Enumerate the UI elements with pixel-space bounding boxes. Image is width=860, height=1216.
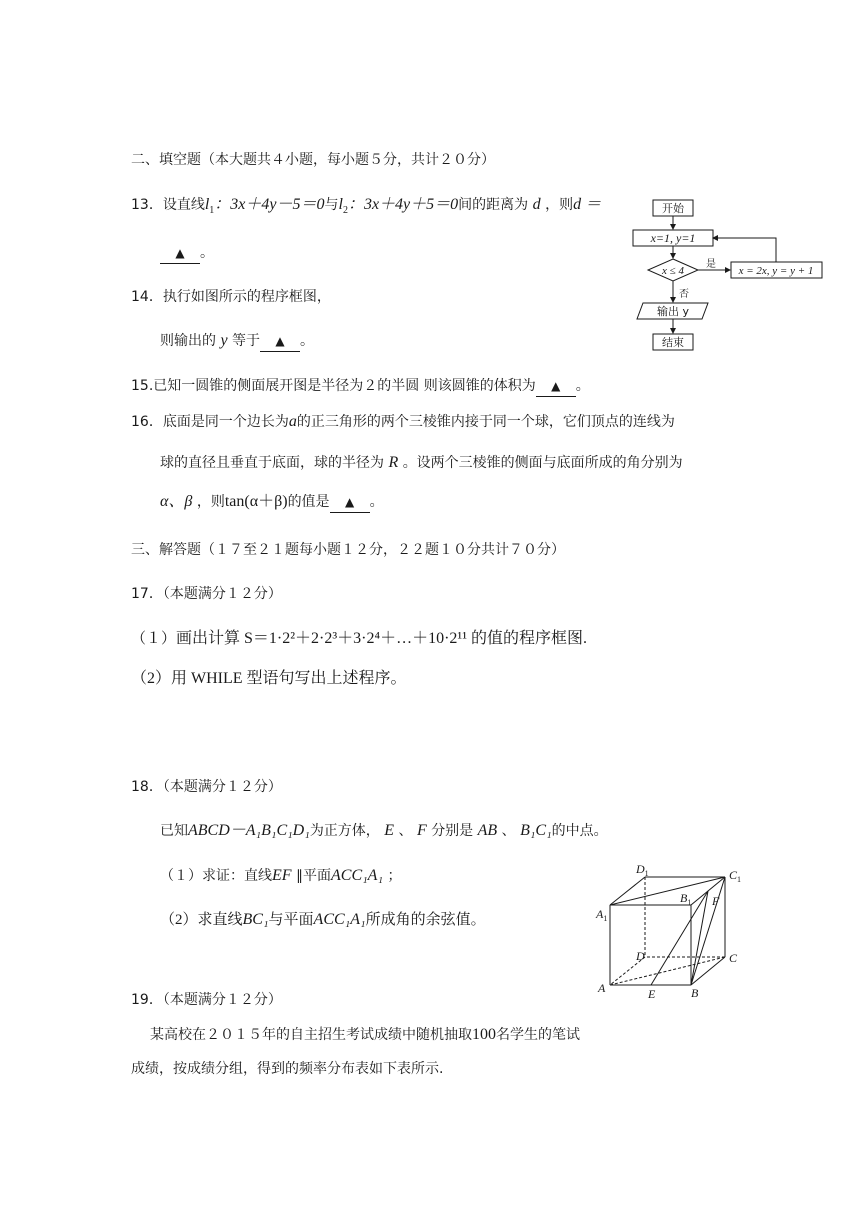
q18-part1	[160, 866, 401, 886]
q16-tan: tan(α＋β)	[224, 493, 288, 510]
q16-line2-pre: 球的直径且垂直于底面，球的半径为	[160, 455, 384, 471]
q14-pre: 则输出的	[160, 333, 216, 349]
q14-var: y	[220, 332, 228, 349]
q17-part1	[131, 628, 587, 649]
cube-label-C1: $C_1$	[729, 868, 742, 884]
section-2-heading: 二、填空题（本大题共４小题，每小题５分，共计２０分）	[131, 152, 495, 168]
question-16-line1	[131, 412, 675, 432]
q16-R: R	[388, 454, 399, 471]
q19-title: 19．（本题满分１２分）	[131, 992, 282, 1008]
cube-label-D: D	[636, 949, 645, 963]
q17-title: 17．（本题满分１２分）	[131, 586, 282, 602]
q18-sep2: 、	[501, 823, 516, 839]
q15-blank: ▲	[536, 376, 576, 397]
q18-AB: AB	[477, 822, 498, 839]
q19-n: 100	[472, 1026, 496, 1043]
q13-period: 。	[200, 245, 214, 261]
q19-line1-pre: 某高校在２０１５年的自主招生考试成绩中随机抽取	[150, 1027, 472, 1043]
cube-figure	[595, 860, 755, 1000]
flow-init-label: x=1, y=1	[650, 231, 696, 245]
q16-period: 。	[369, 494, 384, 510]
q13-conn1: 与	[324, 197, 339, 213]
q18-given-post: 的中点。	[551, 823, 608, 839]
q18-p2-mid: 与平面	[268, 912, 314, 928]
cube-label-B: B	[691, 986, 699, 1000]
q18-B1C1: B₁C₁	[520, 822, 552, 839]
flowchart-figure	[630, 195, 830, 355]
q18-part2	[160, 910, 486, 930]
q16-is: 的值是	[287, 494, 330, 510]
q14-period: 。	[300, 333, 315, 349]
q16-line1-post: 的正三角形的两个三棱锥内接于同一个球，它们顶点的连线为	[296, 414, 675, 430]
q13-conn2: 间的距离为	[458, 197, 529, 213]
q16-alpha-beta: α、β	[160, 493, 193, 510]
q18-p1-pre: （１）求证：直线	[160, 868, 272, 884]
q18-p2-pre: （2）求直线	[160, 912, 243, 928]
q15-text: 15.已知一圆锥的侧面展开图是半径为２的半圆 则该圆锥的体积为	[131, 378, 536, 394]
q13-l1: l	[204, 196, 210, 213]
q16-line1-pre: 16．底面是同一个边长为	[131, 414, 289, 430]
q17-p1-text: 画出计算 S＝1·2²＋2·2³＋3·2⁴＋…＋10·2¹¹ 的值的程序框图.	[176, 630, 587, 647]
q13-d: d	[532, 196, 541, 213]
q13-l2: l	[338, 196, 343, 213]
q15-period: 。	[575, 378, 590, 394]
q13-l1-eq: ：3x＋4y－5＝0	[214, 196, 325, 213]
q13-l2-sub: 2	[342, 204, 348, 216]
q13-d-eq: d ＝	[573, 196, 602, 213]
flow-update-label: x = 2x, y = y + 1	[738, 265, 814, 277]
flow-output-label: 输出 y	[656, 305, 690, 318]
q18-title: 18．（本题满分１２分）	[131, 779, 282, 795]
section-3-heading: 三、解答题（１７至２１题每小题１２分，２２题１０分共计７０分）	[131, 542, 565, 558]
flow-yes-label: 是	[706, 259, 716, 270]
q18-p2-post: 所成角的余弦值。	[365, 912, 486, 928]
q18-EF: EF	[272, 867, 292, 884]
q16-then: ，则	[196, 494, 225, 510]
q18-E: E	[384, 822, 395, 839]
cube-label-B1: $B_1$	[680, 891, 692, 907]
question-16-line3	[160, 492, 384, 513]
cube-label-A1: $A_1$	[596, 907, 608, 923]
q18-cube: ABCD－A₁B₁C₁D₁	[188, 822, 310, 839]
q14-blank: ▲	[260, 331, 300, 352]
cube-label-D1: $D_1$	[636, 862, 649, 878]
q13-answer	[160, 243, 214, 264]
q19-line1	[150, 1025, 580, 1045]
question-14-line2	[160, 331, 314, 352]
q13-l2-eq: ：3x＋4y＋5＝0	[347, 196, 459, 213]
q18-F: F	[416, 822, 427, 839]
q18-given-mid: 为正方体，	[309, 823, 380, 839]
q14-mid: 等于	[232, 333, 261, 349]
cube-label-E: E	[648, 987, 656, 1000]
q18-given-mid2: 分别是	[431, 823, 474, 839]
flow-no-label: 否	[679, 289, 689, 300]
q13-l1-sub: 1	[209, 204, 215, 216]
q18-given	[160, 821, 608, 841]
q13-conn3: ，则	[545, 197, 574, 213]
question-15	[131, 376, 590, 397]
flow-end-label: 结束	[662, 336, 684, 349]
question-13	[131, 195, 601, 221]
flow-condition-label: x ≤ 4	[662, 265, 684, 277]
q19-line1-post: 名学生的笔试	[496, 1027, 580, 1043]
cube-label-A: A	[598, 981, 606, 995]
q16-a: a	[288, 413, 297, 430]
q17-p1-label: （１）	[131, 629, 177, 647]
q18-p1-mid: ∥平面	[296, 868, 331, 884]
cube-label-F: F	[712, 894, 720, 908]
q18-ACC1A1: ACC₁A₁	[331, 867, 384, 884]
q13-blank: ▲	[160, 243, 200, 264]
q18-p1-post: ；	[387, 868, 402, 884]
q18-sep1: 、	[398, 823, 413, 839]
q17-part2: （2）用 WHILE 型语句写出上述程序。	[131, 670, 407, 687]
q18-ACC1A1-b: ACC₁A₁	[313, 911, 366, 928]
question-16-line2	[160, 453, 683, 473]
q16-line2-post: 。设两个三棱锥的侧面与底面所成的角分别为	[402, 455, 683, 471]
q18-given-pre: 已知	[160, 823, 188, 839]
flow-start-label: 开始	[662, 202, 684, 215]
q18-BC1: BC₁	[242, 911, 269, 928]
question-14-line1: 14．执行如图所示的程序框图，	[131, 289, 331, 305]
cube-label-C: C	[729, 951, 738, 965]
q13-number: 13．设直线	[131, 197, 205, 213]
q16-blank: ▲	[330, 492, 370, 513]
q19-line2: 成绩，按成绩分组，得到的频率分布表如下表所示.	[131, 1061, 444, 1077]
